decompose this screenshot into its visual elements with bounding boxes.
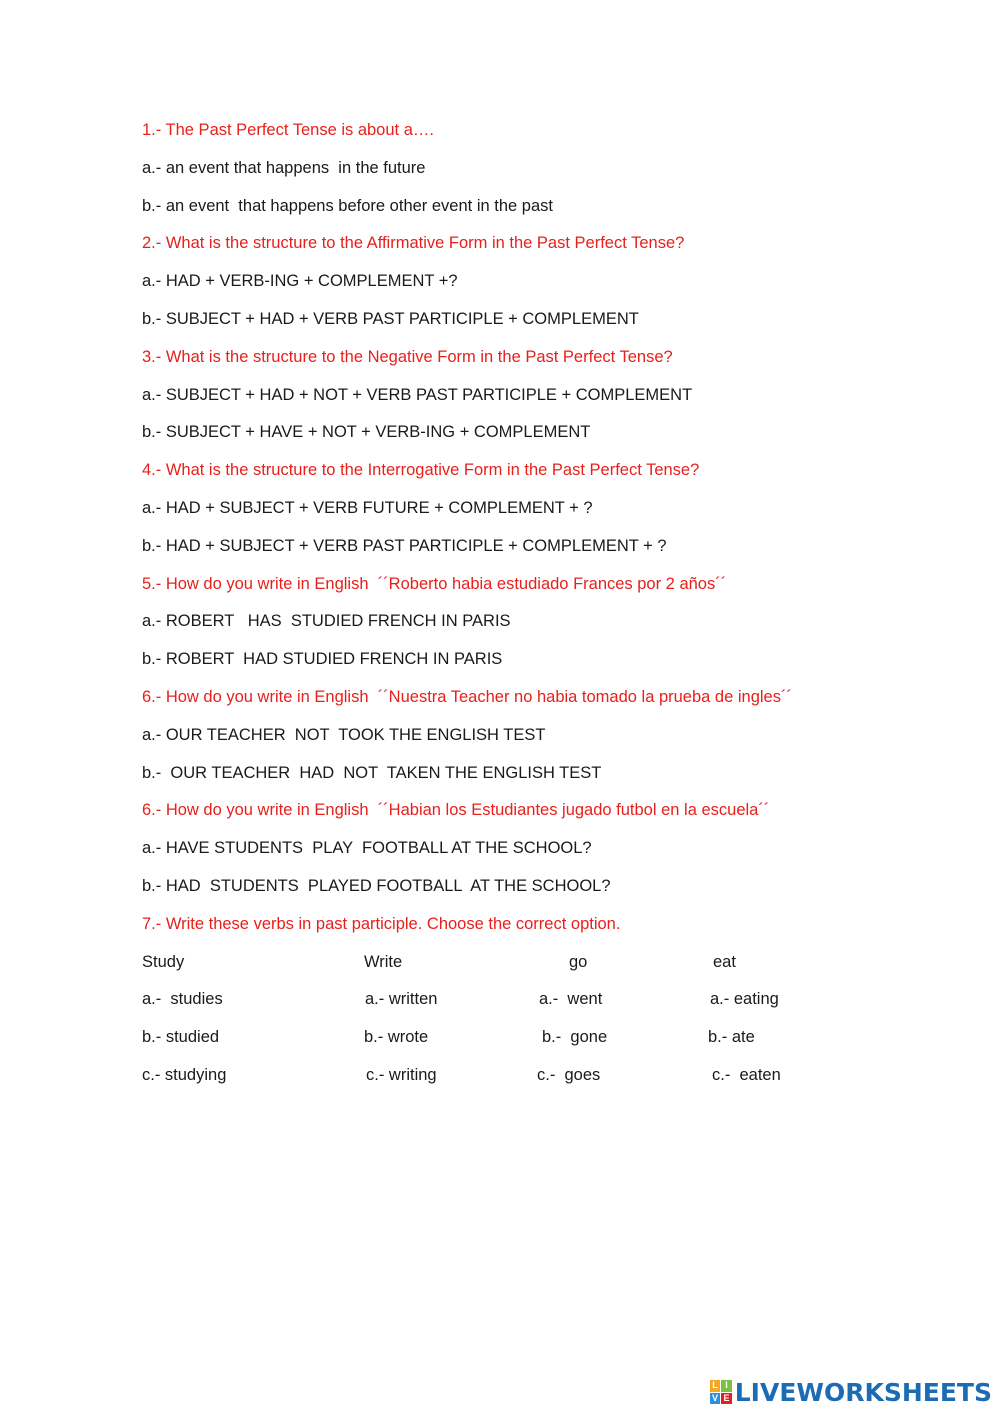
logo-mark-letter: E — [721, 1393, 732, 1405]
verb-header-eat: eat — [713, 952, 736, 971]
verb-option-eat-b[interactable]: b.- ate — [708, 1028, 755, 1047]
question-5: 5.- How do you write in English ´´Roberto habia estudiado Frances por 2 años´´ — [142, 574, 727, 593]
question-6-option-a[interactable]: a.- OUR TEACHER NOT TOOK THE ENGLISH TEST — [142, 725, 546, 744]
verb-option-study-a[interactable]: a.- studies — [142, 990, 223, 1009]
question-6: 6.- How do you write in English ´´Nuestra Teacher no habia tomado la prueba de ingles´´ — [142, 687, 792, 706]
question-4-option-a[interactable]: a.- HAD + SUBJECT + VERB FUTURE + COMPLEMENT + ? — [142, 498, 593, 517]
question-5-option-a[interactable]: a.- ROBERT HAS STUDIED FRENCH IN PARIS — [142, 612, 511, 631]
verb-option-go-c[interactable]: c.- goes — [537, 1065, 601, 1084]
question-1-option-a[interactable]: a.- an event that happens in the future — [142, 158, 426, 177]
verb-table-row-c — [142, 1061, 962, 1099]
question-2-option-b[interactable]: b.- SUBJECT + HAD + VERB PAST PARTICIPLE + COMPLEMENT — [142, 309, 639, 328]
question-1-option-b[interactable]: b.- an event that happens before other event in the past — [142, 196, 553, 215]
question-3-option-b[interactable]: b.- SUBJECT + HAVE + NOT + VERB-ING + COMPLEMENT — [142, 423, 591, 442]
verb-option-go-a[interactable]: a.- went — [539, 990, 603, 1009]
liveworksheets-logo-icon — [710, 1380, 732, 1404]
question-4: 4.- What is the structure to the Interrogative Form in the Past Perfect Tense? — [142, 461, 700, 480]
question-6b-option-b[interactable]: b.- HAD STUDENTS PLAYED FOOTBALL AT THE SCHOOL? — [142, 876, 611, 895]
question-2-option-a[interactable]: a.- HAD + VERB-ING + COMPLEMENT +? — [142, 272, 458, 291]
verb-option-write-c[interactable]: c.- writing — [366, 1065, 437, 1084]
question-1: 1.- The Past Perfect Tense is about a…. — [142, 121, 434, 139]
verb-option-study-b[interactable]: b.- studied — [142, 1028, 220, 1047]
liveworksheets-logo — [710, 1377, 992, 1407]
question-7: 7.- Write these verbs in past participle. Choose the correct option. — [142, 914, 621, 933]
question-6-option-b[interactable]: b.- OUR TEACHER HAD NOT TAKEN THE ENGLISH TEST — [142, 763, 602, 782]
verb-table-header — [142, 948, 962, 986]
worksheet-content — [142, 116, 962, 1099]
logo-mark-letter: I — [721, 1380, 732, 1392]
verb-table-row-b — [142, 1023, 962, 1061]
question-2: 2.- What is the structure to the Affirmative Form in the Past Perfect Tense? — [142, 234, 685, 253]
verb-header-write: Write — [364, 952, 403, 971]
verb-option-write-a[interactable]: a.- written — [365, 990, 438, 1009]
verb-option-eat-a[interactable]: a.- eating — [710, 990, 779, 1009]
question-3-option-a[interactable]: a.- SUBJECT + HAD + NOT + VERB PAST PARTICIPLE + COMPLEMENT — [142, 385, 693, 404]
question-6b: 6.- How do you write in English ´´Habian los Estudiantes jugado futbol en la escuela´´ — [142, 801, 770, 820]
logo-mark-letter: L — [710, 1380, 721, 1392]
question-6b-option-a[interactable]: a.- HAVE STUDENTS PLAY FOOTBALL AT THE SCHOOL? — [142, 839, 592, 858]
verb-header-go: go — [569, 952, 588, 971]
verb-option-write-b[interactable]: b.- wrote — [364, 1028, 429, 1047]
verb-table-row-a — [142, 985, 962, 1023]
question-3: 3.- What is the structure to the Negative Form in the Past Perfect Tense? — [142, 347, 673, 366]
verb-option-go-b[interactable]: b.- gone — [542, 1028, 608, 1047]
verb-option-eat-c[interactable]: c.- eaten — [712, 1065, 781, 1084]
verb-option-study-c[interactable]: c.- studying — [142, 1065, 227, 1084]
logo-mark-letter: V — [710, 1393, 721, 1405]
question-5-option-b[interactable]: b.- ROBERT HAD STUDIED FRENCH IN PARIS — [142, 650, 503, 669]
question-4-option-b[interactable]: b.- HAD + SUBJECT + VERB PAST PARTICIPLE + COMPLEMENT + ? — [142, 536, 667, 555]
liveworksheets-logo-text: LIVEWORKSHEETS — [734, 1377, 992, 1407]
verb-header-study: Study — [142, 952, 185, 971]
